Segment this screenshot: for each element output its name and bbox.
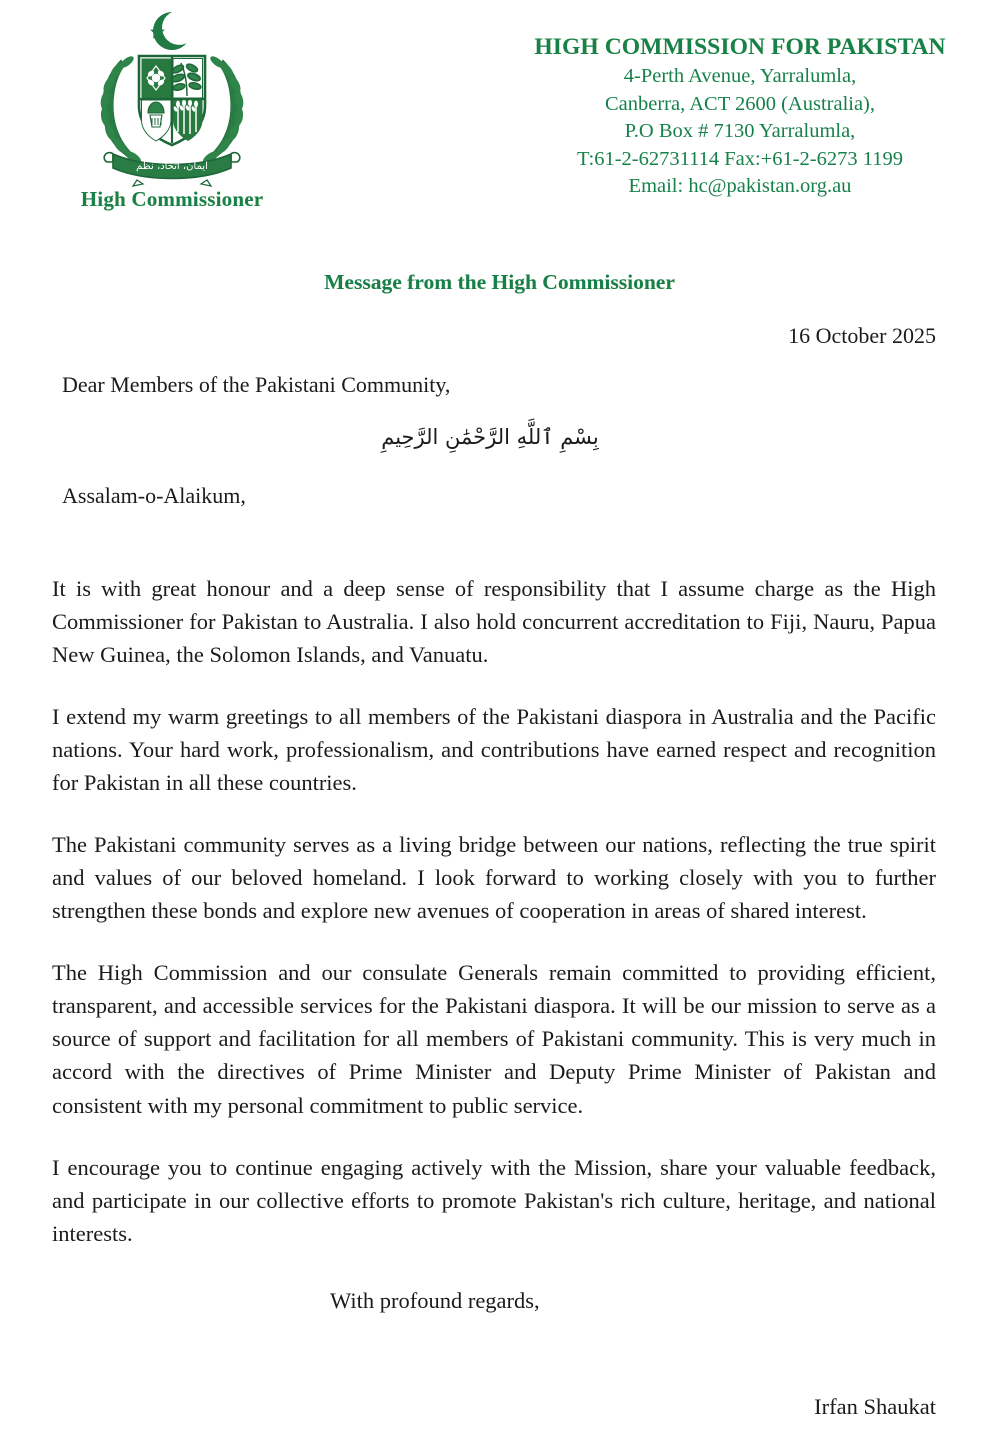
body-paragraph: I extend my warm greetings to all members of the Pakistani diaspora in Australia and the Pacific nations. Your hard work, professionalism, and contributions have earned respect and recognition for Pakistan in all these countries. (52, 703, 936, 795)
body-paragraph: The High Commission and our consulate Generals remain committed to providing efficient, transparent, and accessible services for the Pakistani diaspora. It will be our mission to serve as a source of support and facilitation for all members of Pakistani community. This is very much in accord with the directives of Prime Minister and Deputy Prime Minister of Pakistan and consistent with my personal commitment to public service. (52, 960, 936, 1118)
organization-name: HIGH COMMISSION FOR PAKISTAN (534, 34, 946, 60)
address-line-2: Canberra, ACT 2600 (Australia), (604, 92, 876, 115)
letter-date: 16 October 2025 (788, 323, 936, 348)
address-line-email: Email: hc@pakistan.org.au (628, 175, 852, 198)
body-paragraph: It is with great honour and a deep sense of responsibility that I assume charge as the High Commissioner for Pakistan to Australia. I also hold concurrent accreditation to Fiji, Nauru, Papua New Guinea, the Solomon Islands, and Vanuatu. (52, 575, 936, 667)
body-paragraph: The Pakistani community serves as a living bridge between our nations, reflecting the true spirit and values of our beloved homeland. I look forward to working closely with you to further strengthen these bonds and explore new avenues of cooperation in areas of shared interest. (52, 832, 936, 924)
signatory-name: Irfan Shaukat (814, 1393, 936, 1419)
body-paragraph: I encourage you to continue engaging actively with the Mission, share your valuable feedback, and participate in our collective efforts to promote Pakistan's rich culture, heritage, and national interests. (52, 1154, 936, 1246)
emblem-block (52, 8, 292, 212)
address-line-1: 4-Perth Avenue, Yarralumla, (623, 65, 857, 88)
emblem-caption: High Commissioner (80, 187, 264, 211)
closing-line: With profound regards, (330, 1287, 540, 1313)
page-title: Message from the High Commissioner (324, 270, 675, 294)
salutation: Dear Members of the Pakistani Community, (62, 372, 451, 397)
pakistan-state-emblem-icon (77, 8, 267, 188)
letter-body (52, 372, 936, 1314)
address-block (500, 32, 980, 201)
greeting: Assalam-o-Alaikum, (62, 482, 246, 508)
letterhead (0, 0, 993, 232)
emblem-scroll-text: ایمان، اتحاد، نظم (136, 161, 208, 172)
address-line-3: P.O Box # 7130 Yarralumla, (624, 120, 856, 143)
bismillah-text: بِسْمِ ٱللَّهِ الرَّحْمَٰنِ الرَّحِيمِ (381, 425, 599, 449)
address-line-phone-fax: T:61-2-62731114 Fax:+61-2-6273 1199 (577, 147, 903, 170)
